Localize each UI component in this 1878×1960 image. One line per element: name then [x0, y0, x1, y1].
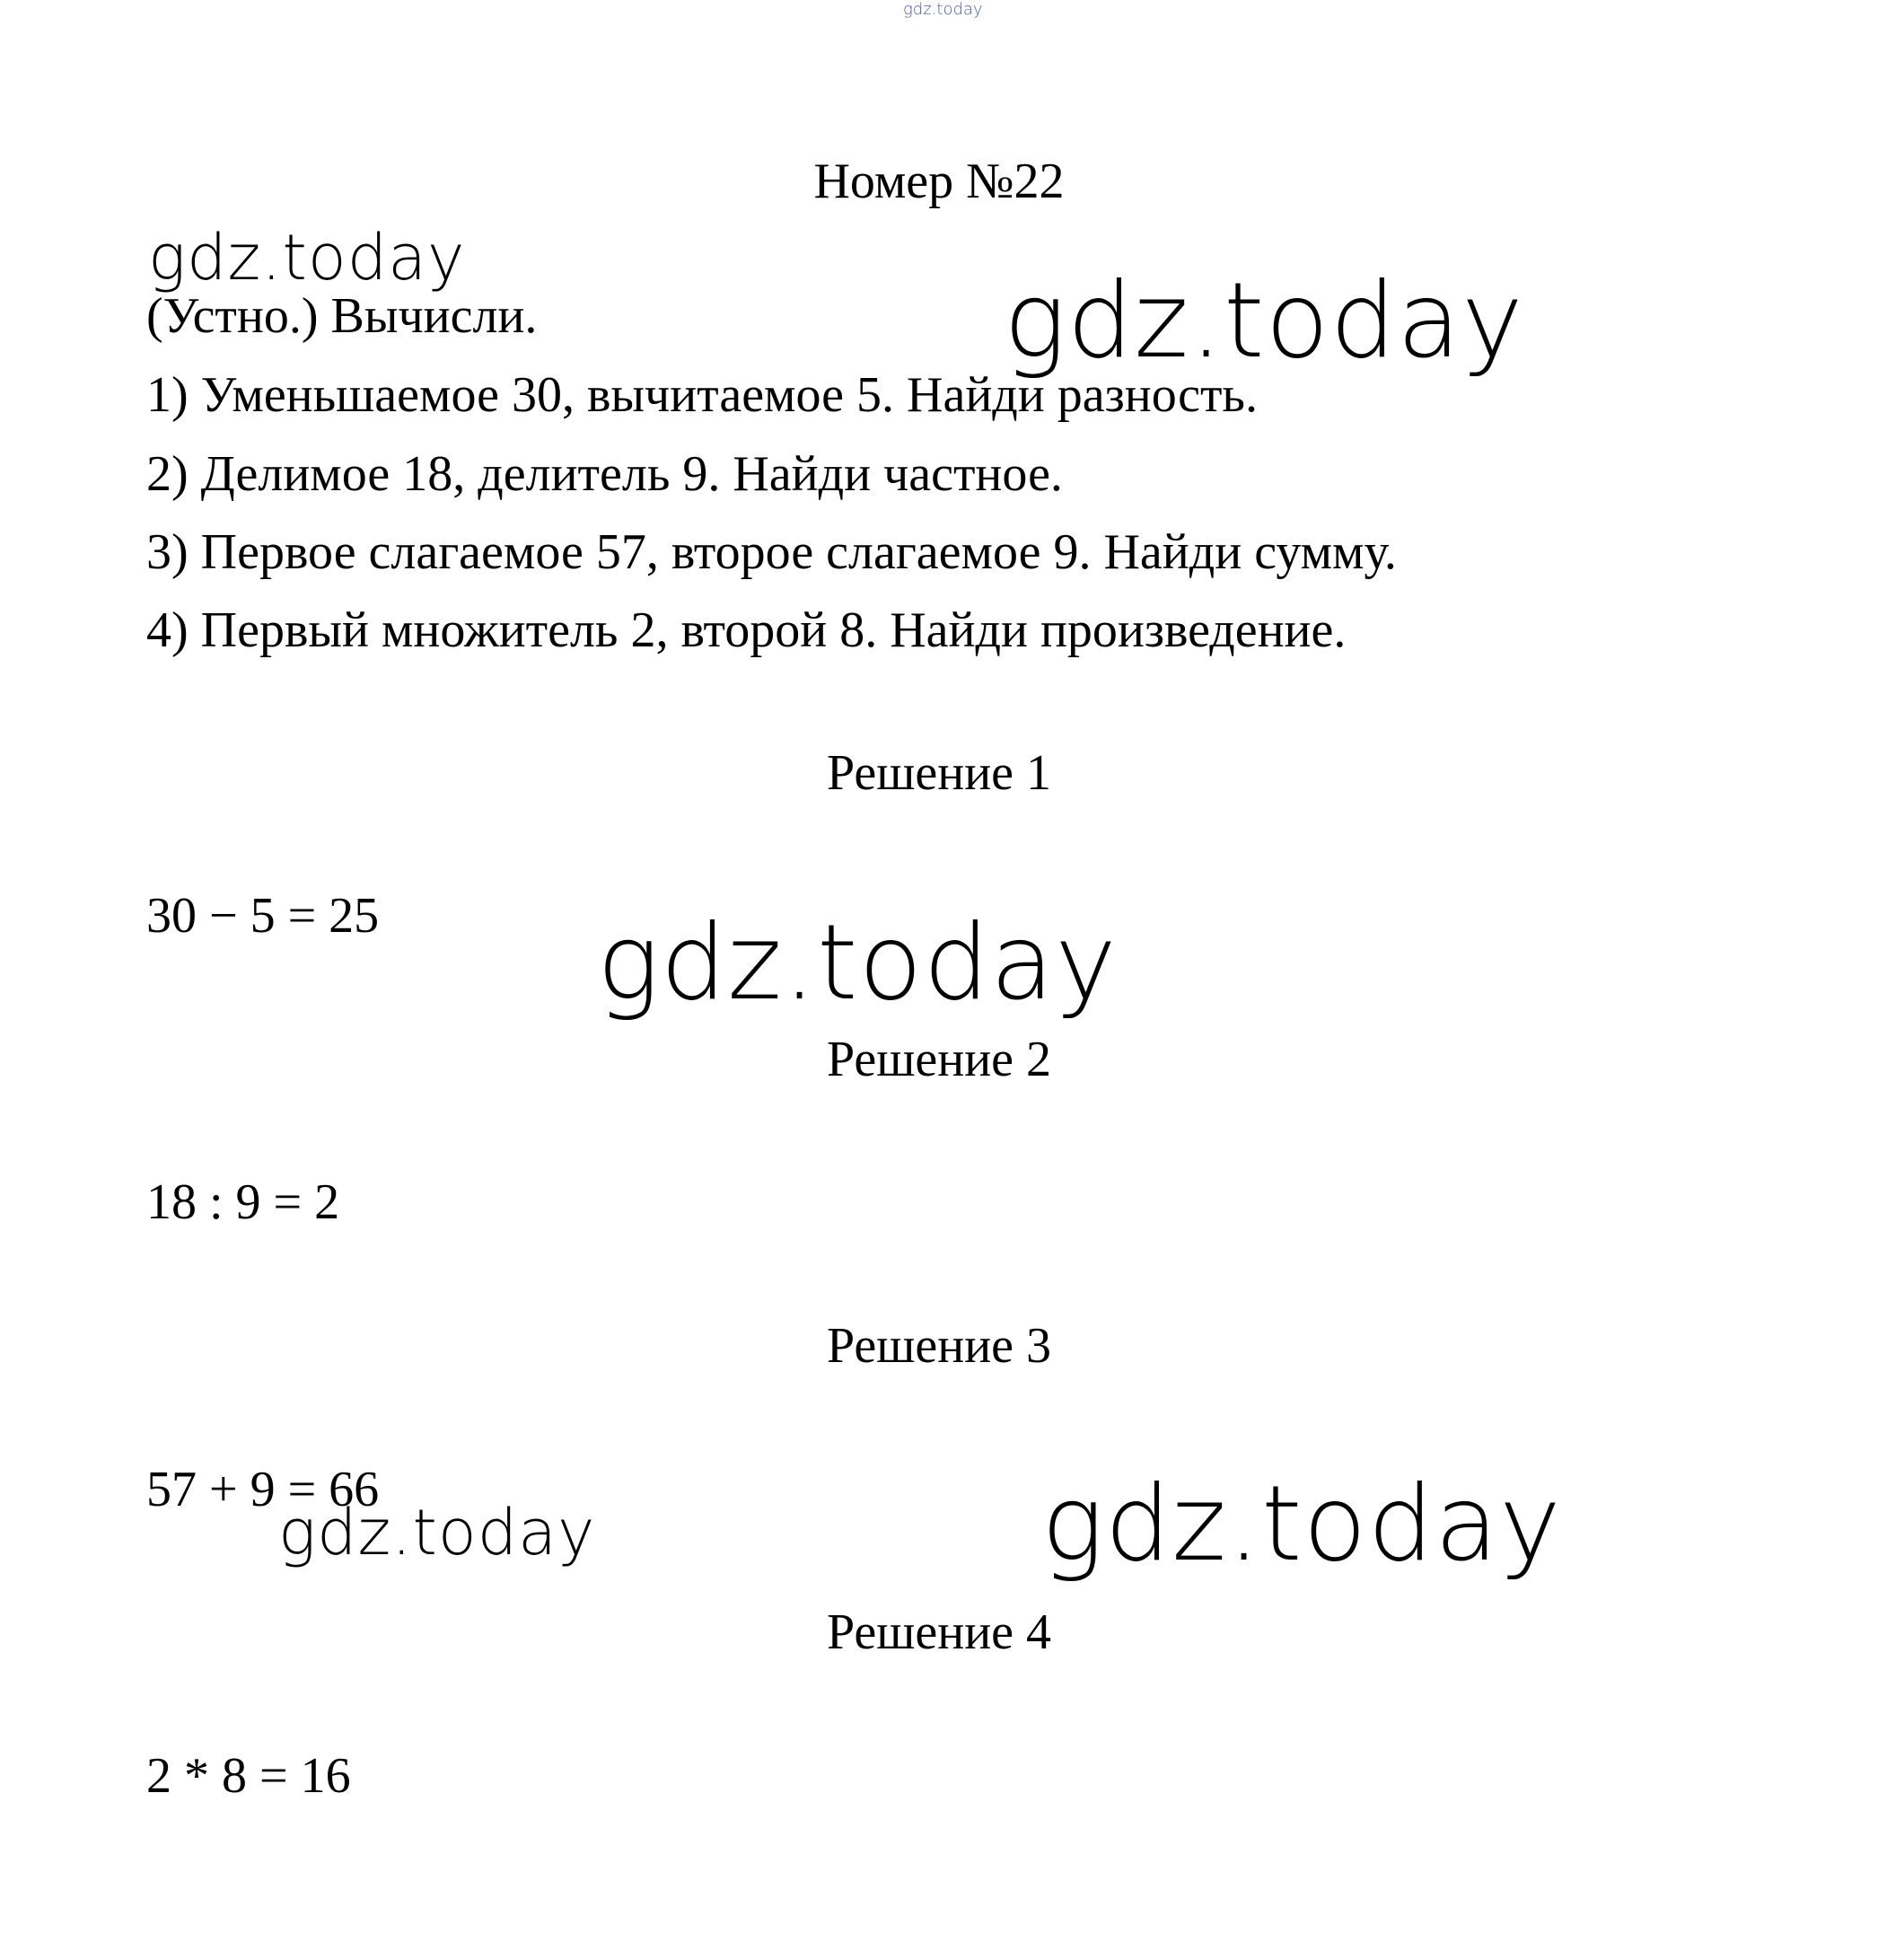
solution-4-expression: 2 * 8 = 16	[146, 1748, 351, 1804]
watermark-top: gdz.today	[903, 0, 983, 19]
solution-1-heading: Решение 1	[826, 745, 1052, 801]
task-instruction: (Устно.) Вычисли.	[146, 288, 538, 344]
watermark-left-lower: gdz.today	[278, 1496, 596, 1569]
watermark-middle: gdz.today	[597, 902, 1118, 1024]
watermark-right-lower: gdz.today	[1041, 1463, 1562, 1585]
solution-2-expression: 18 : 9 = 2	[146, 1174, 340, 1230]
task-item-4: 4) Первый множитель 2, второй 8. Найди произведение.	[146, 602, 1347, 658]
solution-3-heading: Решение 3	[826, 1318, 1052, 1374]
solution-2-heading: Решение 2	[826, 1032, 1052, 1087]
watermark-right-upper: gdz.today	[1004, 260, 1524, 382]
task-item-1: 1) Уменьшаемое 30, вычитаемое 5. Найди разность.	[146, 367, 1258, 423]
solution-3-expression: 57 + 9 = 66	[146, 1462, 380, 1517]
task-item-2: 2) Делимое 18, делитель 9. Найди частное.	[146, 446, 1063, 502]
solution-1-expression: 30 − 5 = 25	[146, 888, 380, 944]
watermark-left-upper: gdz.today	[148, 221, 466, 294]
task-item-3: 3) Первое слагаемое 57, второе слагаемое 9. Найди сумму.	[146, 524, 1397, 580]
solution-4-heading: Решение 4	[826, 1604, 1052, 1660]
task-title: Номер №22	[813, 154, 1065, 209]
